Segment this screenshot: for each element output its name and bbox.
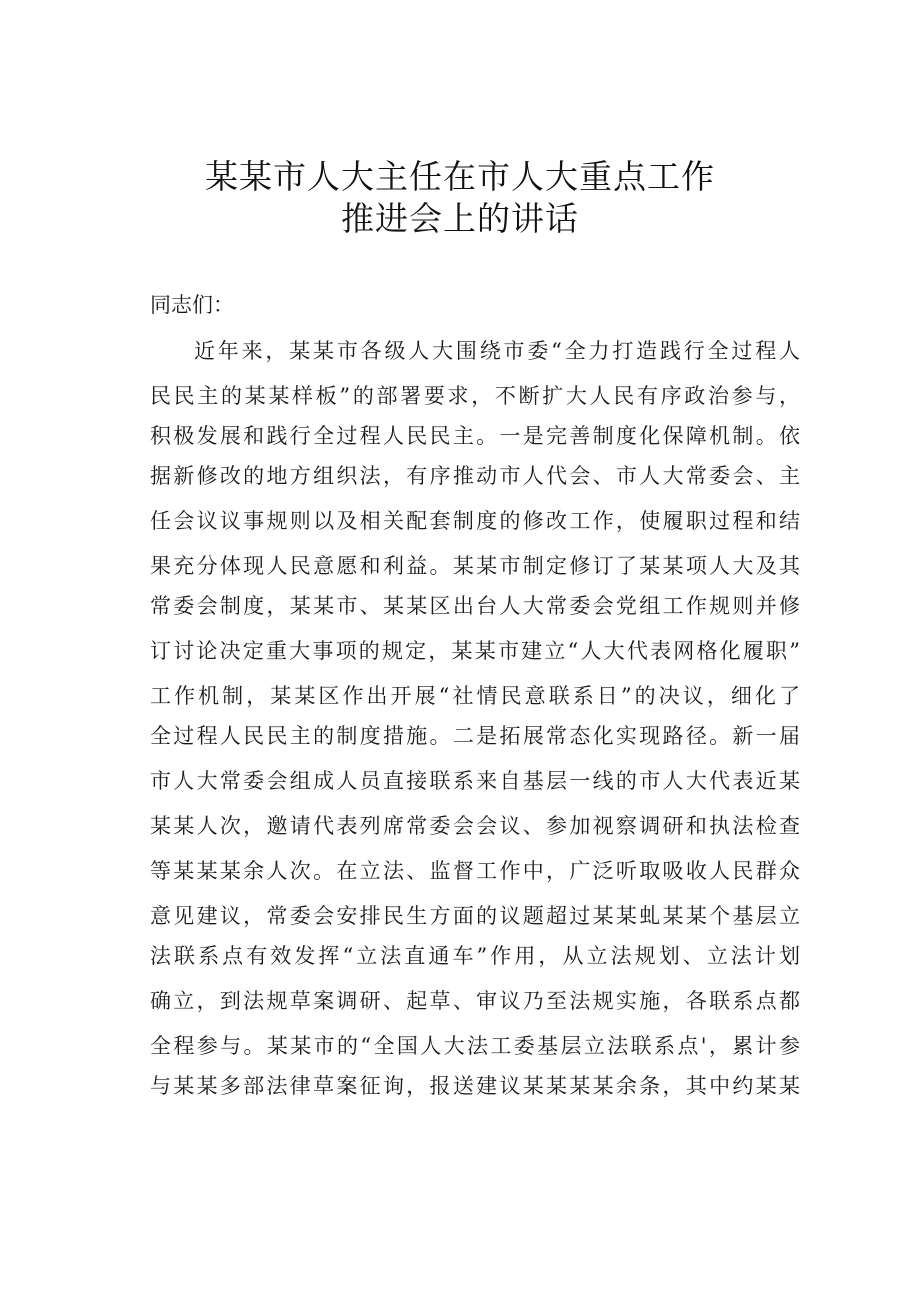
body-line: 确立，到法规草案调研、起草、审议乃至法规实施，各联系点都 — [150, 989, 800, 1013]
body-line: 据新修改的地方组织法，有序推动市人代会、市人大常委会、主 — [150, 464, 800, 488]
body-line: 全过程人民民主的制度措施。二是拓展常态化实现路径。新一届 — [150, 724, 800, 748]
body-line: 法联系点有效发挥“立法直通车”作用，从立法规划、立法计划 — [150, 944, 800, 968]
body-line: 果充分体现人民意愿和利益。某某市制定修订了某某项人大及其 — [150, 554, 800, 578]
body-line: 与某某多部法律草案征询，报送建议某某某某余条，其中约某某 — [150, 1074, 800, 1098]
body-line: 意见建议，常委会安排民生方面的议题超过某某虬某某个基层立 — [150, 904, 800, 928]
body-line: 某某人次，邀请代表列席常委会会议、参加视察调研和执法检查 — [150, 814, 800, 838]
document-title-line-1: 某某市人大主任在市人大重点工作 — [205, 157, 715, 196]
body-line: 工作机制，某某区作出开展“社情民意联系日”的决议，细化了 — [150, 684, 800, 708]
body-line: 任会议议事规则以及相关配套制度的修改工作，使履职过程和结 — [150, 509, 800, 533]
body-line: 民民主的某某样板”的部署要求，不断扩大人民有序政治参与， — [150, 384, 800, 408]
body-line: 等某某某余人次。在立法、监督工作中，广泛听取吸收人民群众 — [150, 859, 800, 883]
document-title-line-2: 推进会上的讲话 — [341, 199, 579, 238]
body-line: 近年来，某某市各级人大围绕市委“全力打造践行全过程人 — [194, 339, 800, 363]
body-line: 订讨论决定重大事项的规定，某某市建立“人大代表网格化履职” — [150, 639, 800, 663]
body-line: 市人大常委会组成人员直接联系来自基层一线的市人大代表近某 — [150, 769, 800, 793]
body-line: 积极发展和践行全过程人民民主。一是完善制度化保障机制。依 — [150, 424, 800, 448]
body-line: 常委会制度，某某市、某某区出台人大常委会党组工作规则并修 — [150, 594, 800, 618]
body-line: 全程参与。某某市的“全国人大法工委基层立法联系点'，累计参 — [150, 1034, 800, 1058]
salutation: 同志们： — [150, 293, 234, 317]
